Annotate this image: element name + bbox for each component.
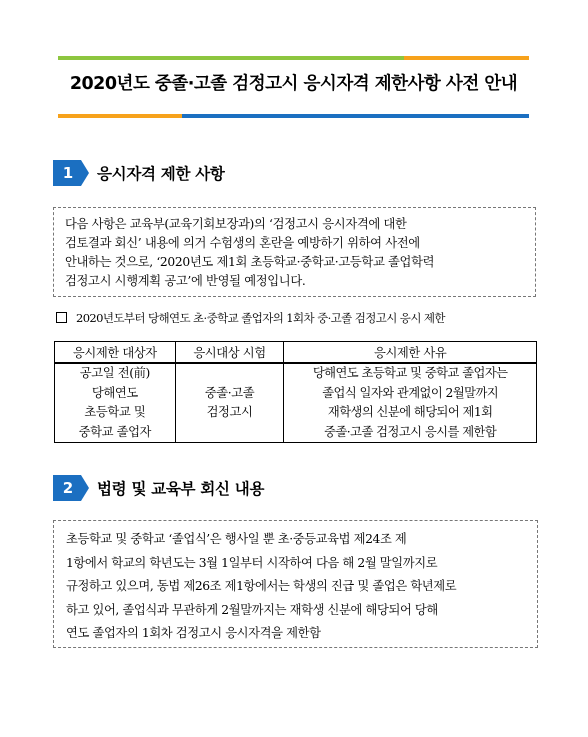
table-row bbox=[55, 363, 537, 443]
reason-line: 중졸·고졸 검정고시 응시를 제한함 bbox=[324, 424, 497, 439]
section1-number: 1 bbox=[62, 164, 74, 182]
section2-label: 법령 및 교육부 회신 내용 bbox=[97, 480, 265, 498]
exam-line: 중졸·고졸 bbox=[204, 385, 255, 400]
intro-line: 다음 사항은 교육부(교육기회보장과)의 ‘검정고시 응시자격에 대한 bbox=[65, 217, 407, 231]
section1-label: 응시자격 제한 사항 bbox=[97, 165, 225, 183]
restriction-note-text: 2020년도부터 당해연도 초·중학교 졸업자의 1회차 중·고졸 검정고시 응시 제한 bbox=[76, 311, 445, 325]
target-line: 초등학교 및 bbox=[84, 405, 146, 419]
reason-line: 졸업식 일자와 관계없이 2월말까지 bbox=[322, 385, 499, 400]
section1-intro-box bbox=[53, 207, 536, 297]
section2-body-box bbox=[53, 520, 538, 648]
top-accent-bar bbox=[58, 56, 529, 60]
underline-blue bbox=[182, 114, 529, 118]
body-line: 1항에서 학교의 학년도는 3월 1일부터 시작하여 다음 해 2월 말일까지로 bbox=[66, 555, 438, 570]
body-line: 하고 있어, 졸업식과 무관하게 2월말까지는 재학생 신분에 해당되어 당해 bbox=[66, 602, 438, 617]
top-accent-green bbox=[58, 56, 404, 60]
body-line: 규정하고 있으며, 동법 제26조 제1항에서는 학생의 진급 및 졸업은 학년제로 bbox=[66, 579, 457, 593]
table-header-exam: 응시대상 시험 bbox=[175, 342, 284, 364]
reason-line: 재학생의 신분에 해당되어 제1회 bbox=[327, 405, 493, 419]
exam-cell bbox=[175, 363, 284, 443]
intro-line: 검정고시 시행계획 공고’에 반영될 예정입니다. bbox=[65, 274, 306, 288]
page-title: 2020년도 중졸·고졸 검정고시 응시자격 제한사항 사전 안내 bbox=[69, 74, 518, 94]
exam-line: 검정고시 bbox=[206, 405, 253, 419]
reason-cell bbox=[284, 363, 537, 443]
reason-line: 당해연도 초등학교 및 중학교 졸업자는 bbox=[312, 366, 508, 380]
table-header-reason: 응시제한 사유 bbox=[284, 342, 537, 364]
title-underline-bar bbox=[58, 114, 529, 118]
target-line: 중학교 졸업자 bbox=[78, 424, 152, 439]
restriction-table bbox=[54, 341, 537, 443]
table-header-row bbox=[55, 342, 537, 364]
body-line: 초등학교 및 중학교 ‘졸업식’은 행사일 뿐 초·중등교육법 제24조 제 bbox=[66, 532, 407, 546]
underline-orange bbox=[58, 114, 182, 118]
restriction-note bbox=[56, 310, 445, 326]
table-header-target: 응시제한 대상자 bbox=[55, 342, 176, 364]
target-line: 당해연도 bbox=[91, 385, 138, 400]
target-line: 공고일 전(前) bbox=[79, 366, 150, 380]
section2-number: 2 bbox=[62, 479, 74, 497]
top-accent-orange bbox=[404, 56, 529, 60]
intro-line: 검토결과 회신’ 내용에 의거 수험생의 혼란을 예방하기 위하여 사전에 bbox=[65, 236, 420, 250]
target-cell bbox=[55, 363, 176, 443]
intro-line: 안내하는 것으로, ‘2020년도 제1회 초등학교·중학교·고등학교 졸업학력 bbox=[65, 255, 435, 269]
body-line: 연도 졸업자의 1회차 검정고시 응시자격을 제한함 bbox=[66, 626, 321, 640]
checkbox-square-icon bbox=[56, 312, 67, 323]
